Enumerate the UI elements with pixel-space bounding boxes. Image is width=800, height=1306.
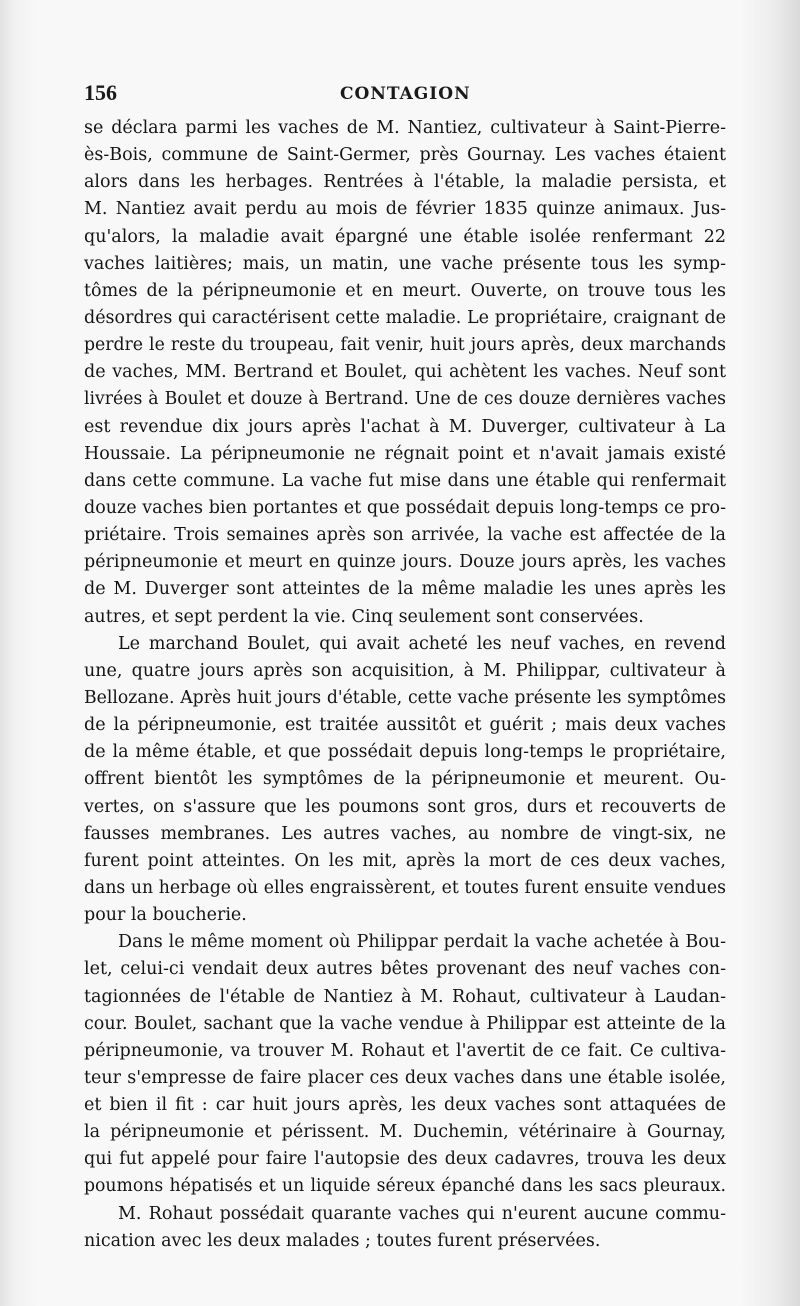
text-line: désordres qui caractérisent cette maladie. Le propriétaire, craignant de (84, 307, 726, 328)
text-line: offrent bientôt les symptômes de la péripneumonie et meurent. Ou- (84, 769, 726, 790)
running-head: CONTAGION (340, 84, 471, 104)
text-line: tômes de la péripneumonie et en meurt. Ouverte, on trouve tous les (84, 280, 726, 301)
text-line: tagionnées de l'étable de Nantiez à M. Rohaut, cultivateur à Laudan- (84, 986, 726, 1007)
paragraph (84, 929, 726, 1200)
text-line: se déclara parmi les vaches de M. Nantiez, cultivateur à Saint-Pierre- (84, 118, 726, 138)
body-text (84, 115, 726, 1255)
text-line: péripneumonie et meurt en quinze jours. Douze jours après, les vaches (84, 552, 726, 573)
text-line: et bien il fit : car huit jours après, les deux vaches sont attaquées de (84, 1095, 726, 1116)
text-line: poumons hépatisés et un liquide séreux épanché dans les sacs pleuraux. (84, 1176, 726, 1197)
paragraph (84, 1201, 726, 1255)
text-line: cour. Boulet, sachant que la vache vendue à Philippar est atteinte de la (84, 1013, 726, 1034)
text-line: de la même étable, et que possédait depuis long-temps le propriétaire, (84, 742, 726, 763)
paragraph (84, 631, 726, 930)
text-line: de la péripneumonie, est traitée aussitôt et guérit ; mais deux vaches (84, 715, 726, 736)
text-line: ès-Bois, commune de Saint-Germer, près Gournay. Les vaches étaient (84, 145, 726, 166)
text-line: perdre le reste du troupeau, fait venir, huit jours après, deux marchands (84, 335, 726, 356)
text-line: péripneumonie, va trouver M. Rohaut et l'avertit de ce fait. Ce cultiva- (84, 1040, 726, 1061)
text-line: M. Nantiez avait perdu au mois de février 1835 quinze animaux. Jus- (84, 199, 726, 220)
text-line: douze vaches bien portantes et que possédait depuis long-temps ce pro- (84, 497, 726, 518)
text-line: furent point atteintes. On les mit, après la mort de ces deux vaches, (84, 850, 726, 871)
text-line: vaches laitières; mais, un matin, une vache présente tous les symp- (84, 253, 726, 274)
text-line: dans cette commune. La vache fut mise dans une étable qui renfermait (84, 470, 726, 491)
page-header (84, 80, 724, 108)
paragraph (84, 115, 726, 631)
text-line: la péripneumonie et périssent. M. Duchemin, vétérinaire à Gournay, (84, 1122, 726, 1143)
text-line: autres, et sept perdent la vie. Cinq seulement sont conservées. (84, 606, 644, 627)
page-number: 156 (84, 80, 117, 105)
text-line: M. Rohaut possédait quarante vaches qui n'eurent aucune commu- (118, 1203, 726, 1224)
text-line: de vaches, MM. Bertrand et Boulet, qui achètent les vaches. Neuf sont (84, 362, 726, 383)
text-line: pour la boucherie. (84, 905, 247, 926)
text-line: fausses membranes. Les autres vaches, au nombre de vingt-six, ne (84, 823, 726, 844)
text-line: teur s'empresse de faire placer ces deux vaches dans une étable isolée, (84, 1067, 726, 1088)
text-line: est revendue dix jours après l'achat à M. Duverger, cultivateur à La (84, 416, 726, 437)
text-line: alors dans les herbages. Rentrées à l'étable, la maladie persista, et (84, 172, 726, 193)
text-line: nication avec les deux malades ; toutes furent préservées. (84, 1230, 601, 1251)
text-line: une, quatre jours après son acquisition, à M. Philippar, cultivateur à (84, 660, 726, 681)
text-line: Dans le même moment où Philippar perdait la vache achetée à Bou- (118, 932, 726, 953)
text-line: qui fut appelé pour faire l'autopsie des deux cadavres, trouva les deux (84, 1149, 726, 1170)
text-line: dans un herbage où elles engraissèrent, et toutes furent ensuite vendues (84, 877, 726, 898)
text-line: qu'alors, la maladie avait épargné une étable isolée renfermant 22 (84, 226, 726, 247)
text-line: de M. Duverger sont atteintes de la même maladie les unes après les (84, 579, 726, 600)
text-line: priétaire. Trois semaines après son arrivée, la vache est affectée de la (84, 525, 726, 546)
text-line: Le marchand Boulet, qui avait acheté les neuf vaches, en revend (118, 633, 726, 654)
text-line: Bellozane. Après huit jours d'étable, cette vache présente les symptômes (84, 687, 726, 708)
text-line: livrées à Boulet et douze à Bertrand. Une de ces douze dernières vaches (84, 389, 726, 410)
text-line: let, celui-ci vendait deux autres bêtes provenant des neuf vaches con- (84, 959, 726, 980)
text-line: vertes, on s'assure que les poumons sont gros, durs et recouverts de (84, 796, 726, 817)
text-line: Houssaie. La péripneumonie ne régnait point et n'avait jamais existé (84, 443, 726, 464)
